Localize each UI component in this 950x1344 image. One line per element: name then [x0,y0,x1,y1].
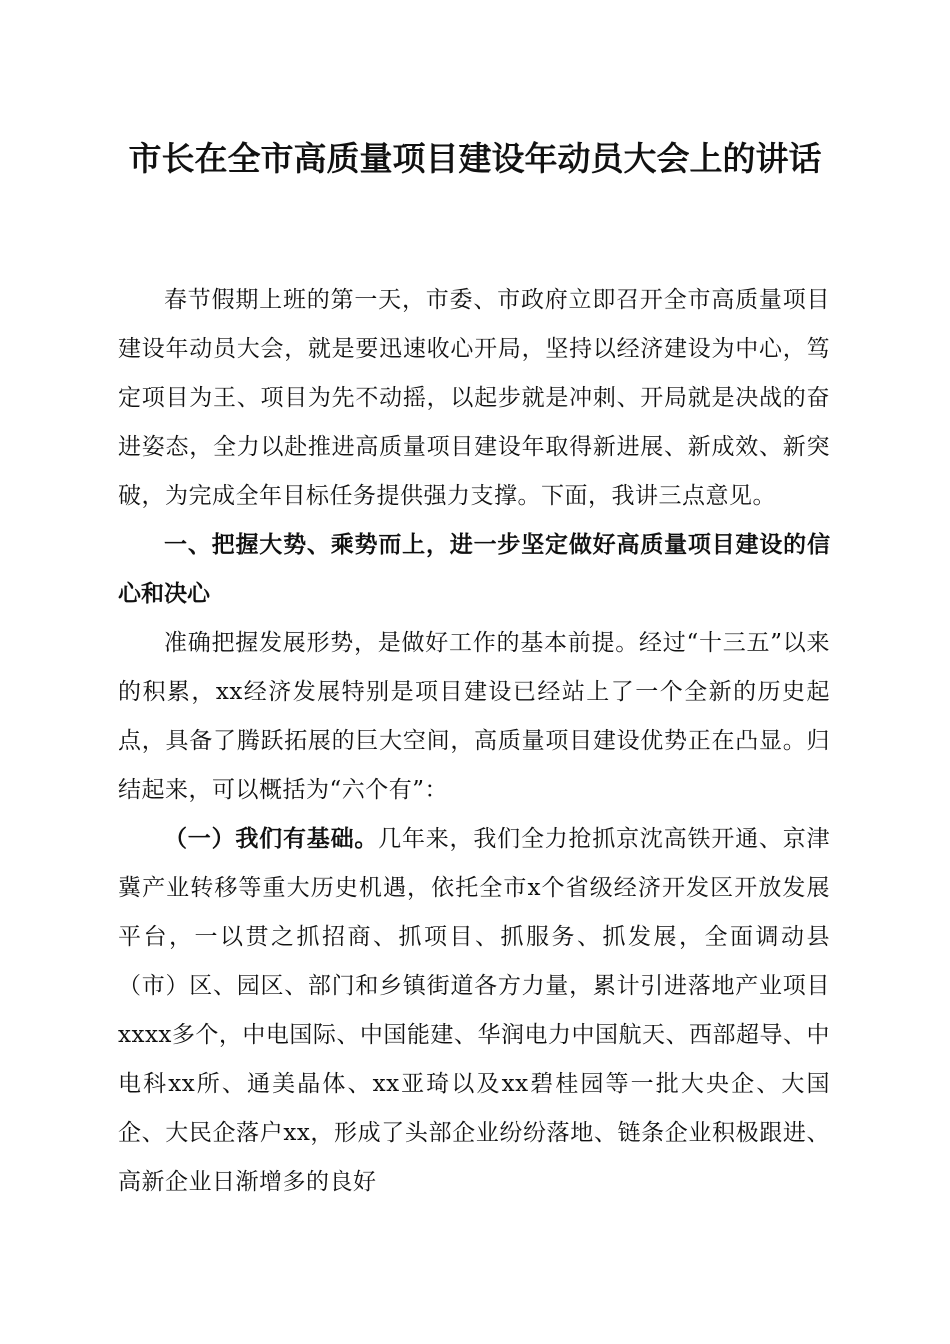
section-heading-1: 一、把握大势、乘势而上，进一步坚定做好高质量项目建设的信心和决心 [118,532,830,607]
paragraph-foundation [118,815,830,1207]
paragraph-intro: 春节假期上班的第一天，市委、市政府立即召开全市高质量项目建设年动员大会，就是要迅速收心开局，坚持以经济建设为中心，笃定项目为王、项目为先不动摇，以起步就是冲刺、开局就是决战的奋进姿态，全力以赴推进高质量项目建设年取得新进展、新成效、新突破，为完成全年目标任务提供强力支撑。下面，我讲三点意见。 [118,287,830,509]
paragraph-foundation-lead: （一）我们有基础。 [164,826,379,852]
paragraph-foundation-body: 几年来，我们全力抢抓京沈高铁开通、京津冀产业转移等重大历史机遇，依托全市x个省级经济开发区开放发展平台，一以贯之抓招商、抓项目、抓服务、抓发展，全面调动县（市）区、园区、部门和乡镇街道各方力量，累计引进落地产业项目xxxx多个，中电国际、中国能建、华润电力中国航天、西部超导、中电科xx所、通美晶体、xx亚琦以及xx碧桂园等一批大央企、大国企、大民企落户xx，形成了头部企业纷纷落地、链条企业积极跟进、高新企业日渐增多的良好 [118,826,831,1195]
paragraph-situation: 准确把握发展形势，是做好工作的基本前提。经过“十三五”以来的积累，xx经济发展特别是项目建设已经站上了一个全新的历史起点，具备了腾跃拓展的巨大空间，高质量项目建设优势正在凸显。归结起来，可以概括为“六个有”： [118,630,830,803]
document-body [118,276,830,1207]
document-title: 市长在全市高质量项目建设年动员大会上的讲话 [128,139,822,178]
